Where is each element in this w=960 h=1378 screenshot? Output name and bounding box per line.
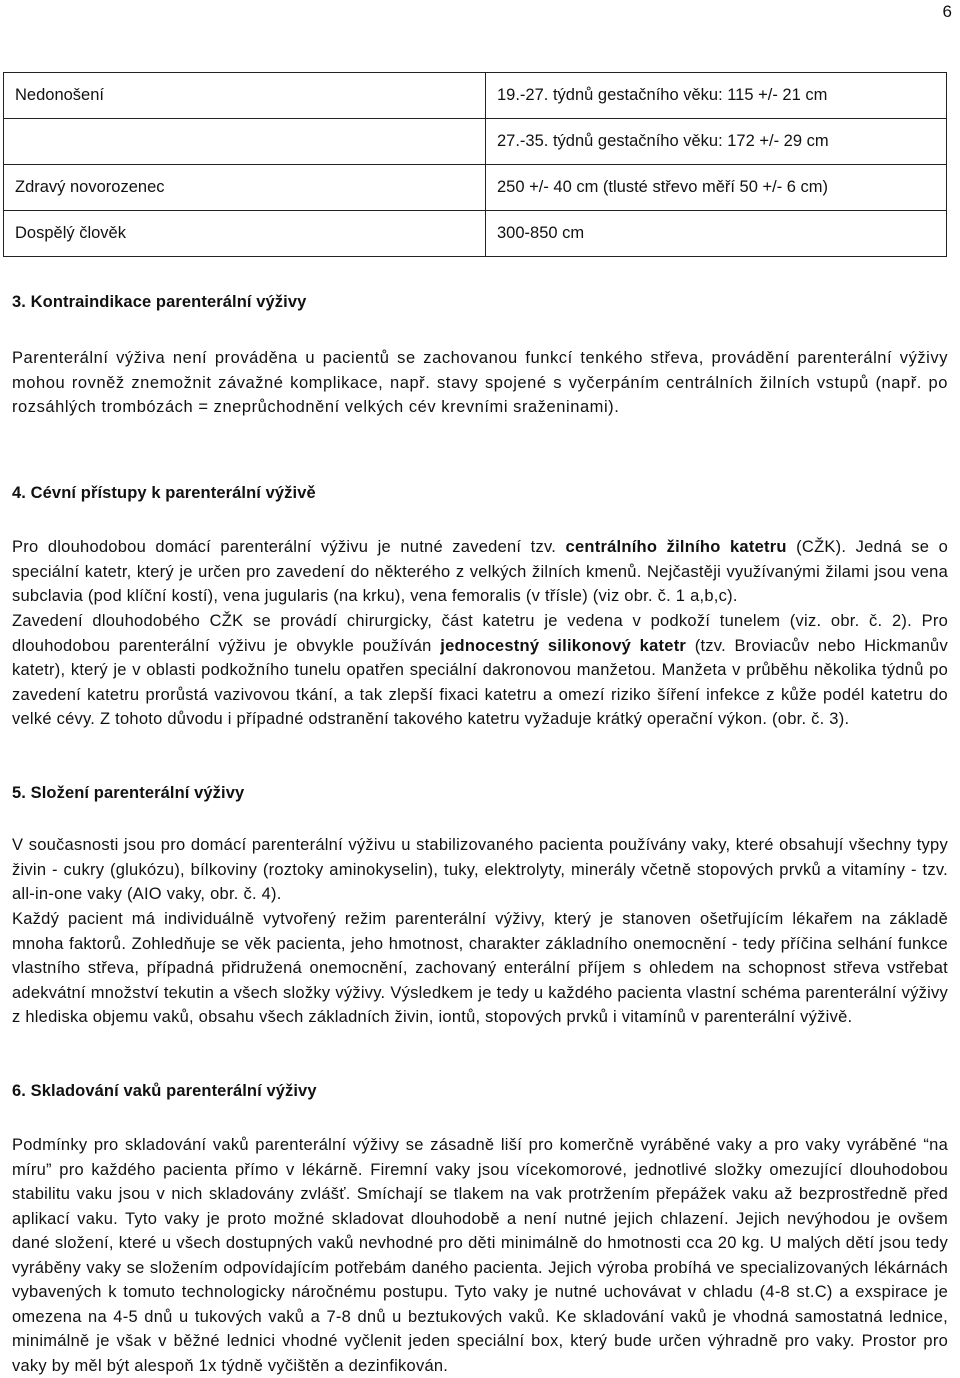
section-4-paragraph-2 — [12, 609, 948, 732]
section-6-paragraph-1: Podmínky pro skladování vaků parenterální výživy se zásadně liší pro komerčně vyráběné vaky a pro vaky vyráběné “na míru” pro každého pacienta přímo v lékárně. Firemní vaky jsou vícekomorové, jednotlivé složky omezující dlouhodobou stabilitu vaku jsou v nich skladovány zvlášť. Smíchají se tlakem na vak protržením přepážek vaku až bezprostředně před aplikací vaku. Tyto vaky je proto možné skladovat dlouhodobě a není nutné jejich chlazení. Jejich nevýhodou je ovšem dané složení, které u všech dostupných vaků nevhodné pro děti minimálně do hmotnosti cca 20 kg. U malých dětí jsou tedy vyráběny vaky se složením odpovídajícím potřebám daného pacienta. Jejich výroba probíhá ve specializovaných lékárnách vybavených k tomuto technologicky náročnému postupu. Tyto vaky je nutné uchovávat v chladu (4-8 st.C) a exspirace je omezena na 4-5 dnů u tukových vaků a 7-8 dnů u beztukových vaků. Ke skladování vaků je vhodná samostatná lednice, minimálně je však v běžné lednici vhodné vyčlenit jeden speciální box, který bude určen výhradně pro vaky. Prostor pro vaky by měl být alespoň 1x týdně vyčištěn a dezinfikován. — [12, 1136, 948, 1375]
page-number: 6 — [942, 2, 952, 21]
table-cell-value: 300-850 cm — [486, 211, 947, 257]
text-run: (tzv. Broviacův nebo Hickmanův katetr), který je v oblasti podkožního tunelu opatřen speciální dakronovou manžetou. Manžeta v průběhu několika týdnů po zavedení katetru prorůstá vazivovou tkání, a tak zlepší fixaci katetru a omezí riziko šíření infekce z kůže podél katetru do velké cévy. Z tohoto důvodu i případné odstranění takového katetru vyžaduje krátký operační výkon. (obr. č. 3). — [12, 636, 948, 728]
table-row — [4, 211, 947, 257]
table-cell-value: 250 +/- 40 cm (tlusté střevo měří 50 +/- 6 cm) — [486, 165, 947, 211]
section-4-heading: 4. Cévní přístupy k parenterální výživě — [12, 484, 316, 502]
section-4-paragraph-1 — [12, 535, 948, 609]
table-row — [4, 165, 947, 211]
section-5-heading: 5. Složení parenterální výživy — [12, 784, 245, 802]
text-run: (CŽK). Jedná se o speciální katetr, který je určen pro zavedení do některého z velkých žilních kmenů. Nejčastěji využívanými žilami jsou vena subclavia (pod klíční kostí), vena jugularis (na krku), vena femoralis (v třísle) (viz obr. č. 1 a,b,c). — [12, 538, 949, 605]
section-5-paragraph-2: Každý pacient má individuálně vytvořený režim parenterální výživy, který je stanoven ošetřujícím lékařem na základě mnoha faktorů. Zohledňuje se věk pacienta, jeho hmotnost, charakter základního onemocnění - tedy příčina selhání funkce vlastního střeva, případná přidružená onemocnění, zachovaný enterální příjem s ohledem na schopnost střeva vstřebat adekvátní množství tekutin a všech složky výživy. Výsledkem je tedy u každého pacienta vlastní schéma parenterální výživy z hlediska objemu vaků, obsahu všech základních živin, iontů, stopových prvků i vitamínů v parenterální výživě. — [12, 910, 948, 1026]
table-cell-label — [4, 119, 486, 165]
table-cell-label: Dospělý člověk — [4, 211, 486, 257]
intestine-length-table — [3, 72, 947, 257]
table-cell-label: Nedonošení — [4, 73, 486, 119]
table-cell-value: 19.-27. týdnů gestačního věku: 115 +/- 21 cm — [486, 73, 947, 119]
table-row — [4, 73, 947, 119]
section-6-heading: 6. Skladování vaků parenterální výživy — [12, 1082, 317, 1100]
table-row — [4, 119, 947, 165]
table-cell-value: 27.-35. týdnů gestačního věku: 172 +/- 29 cm — [486, 119, 947, 165]
table-cell-label: Zdravý novorozenec — [4, 165, 486, 211]
section-3-text: Parenterální výživa není prováděna u pacientů se zachovanou funkcí tenkého střeva, provádění parenterální výživy mohou rovněž znemožnit závažné komplikace, např. stavy spojené s vyčerpáním centrálních žilních vstupů (např. po rozsáhlých trombózách = zneprůchodnění velkých cév krevními sraženinami). — [12, 349, 948, 416]
bold-term: jednocestný silikonový katetr — [440, 636, 687, 655]
section-5-paragraph-1: V současnosti jsou pro domácí parenterální výživu u stabilizovaného pacienta používány vaky, které obsahují všechny typy živin - cukry (glukózu), bílkoviny (roztoky aminokyselin), tuky, elektrolyty, minerály včetně stopových prvků a vitamíny - tzv. all-in-one vaky (AIO vaky, obr. č. 4). — [12, 836, 948, 903]
bold-term: centrálního žilního katetru — [565, 538, 787, 556]
text-run: Zavedení dlouhodobého CŽK se provádí chirurgicky, část katetru je vedena v podkoží tunelem (viz. obr. č. 2). Pro dlouhodobou parenterální výživu je obvykle používán — [12, 612, 948, 655]
section-3-heading: 3. Kontraindikace parenterální výživy — [12, 293, 307, 311]
text-run: Pro dlouhodobou domácí parenterální výživu je nutné zavedení tzv. — [12, 538, 557, 556]
